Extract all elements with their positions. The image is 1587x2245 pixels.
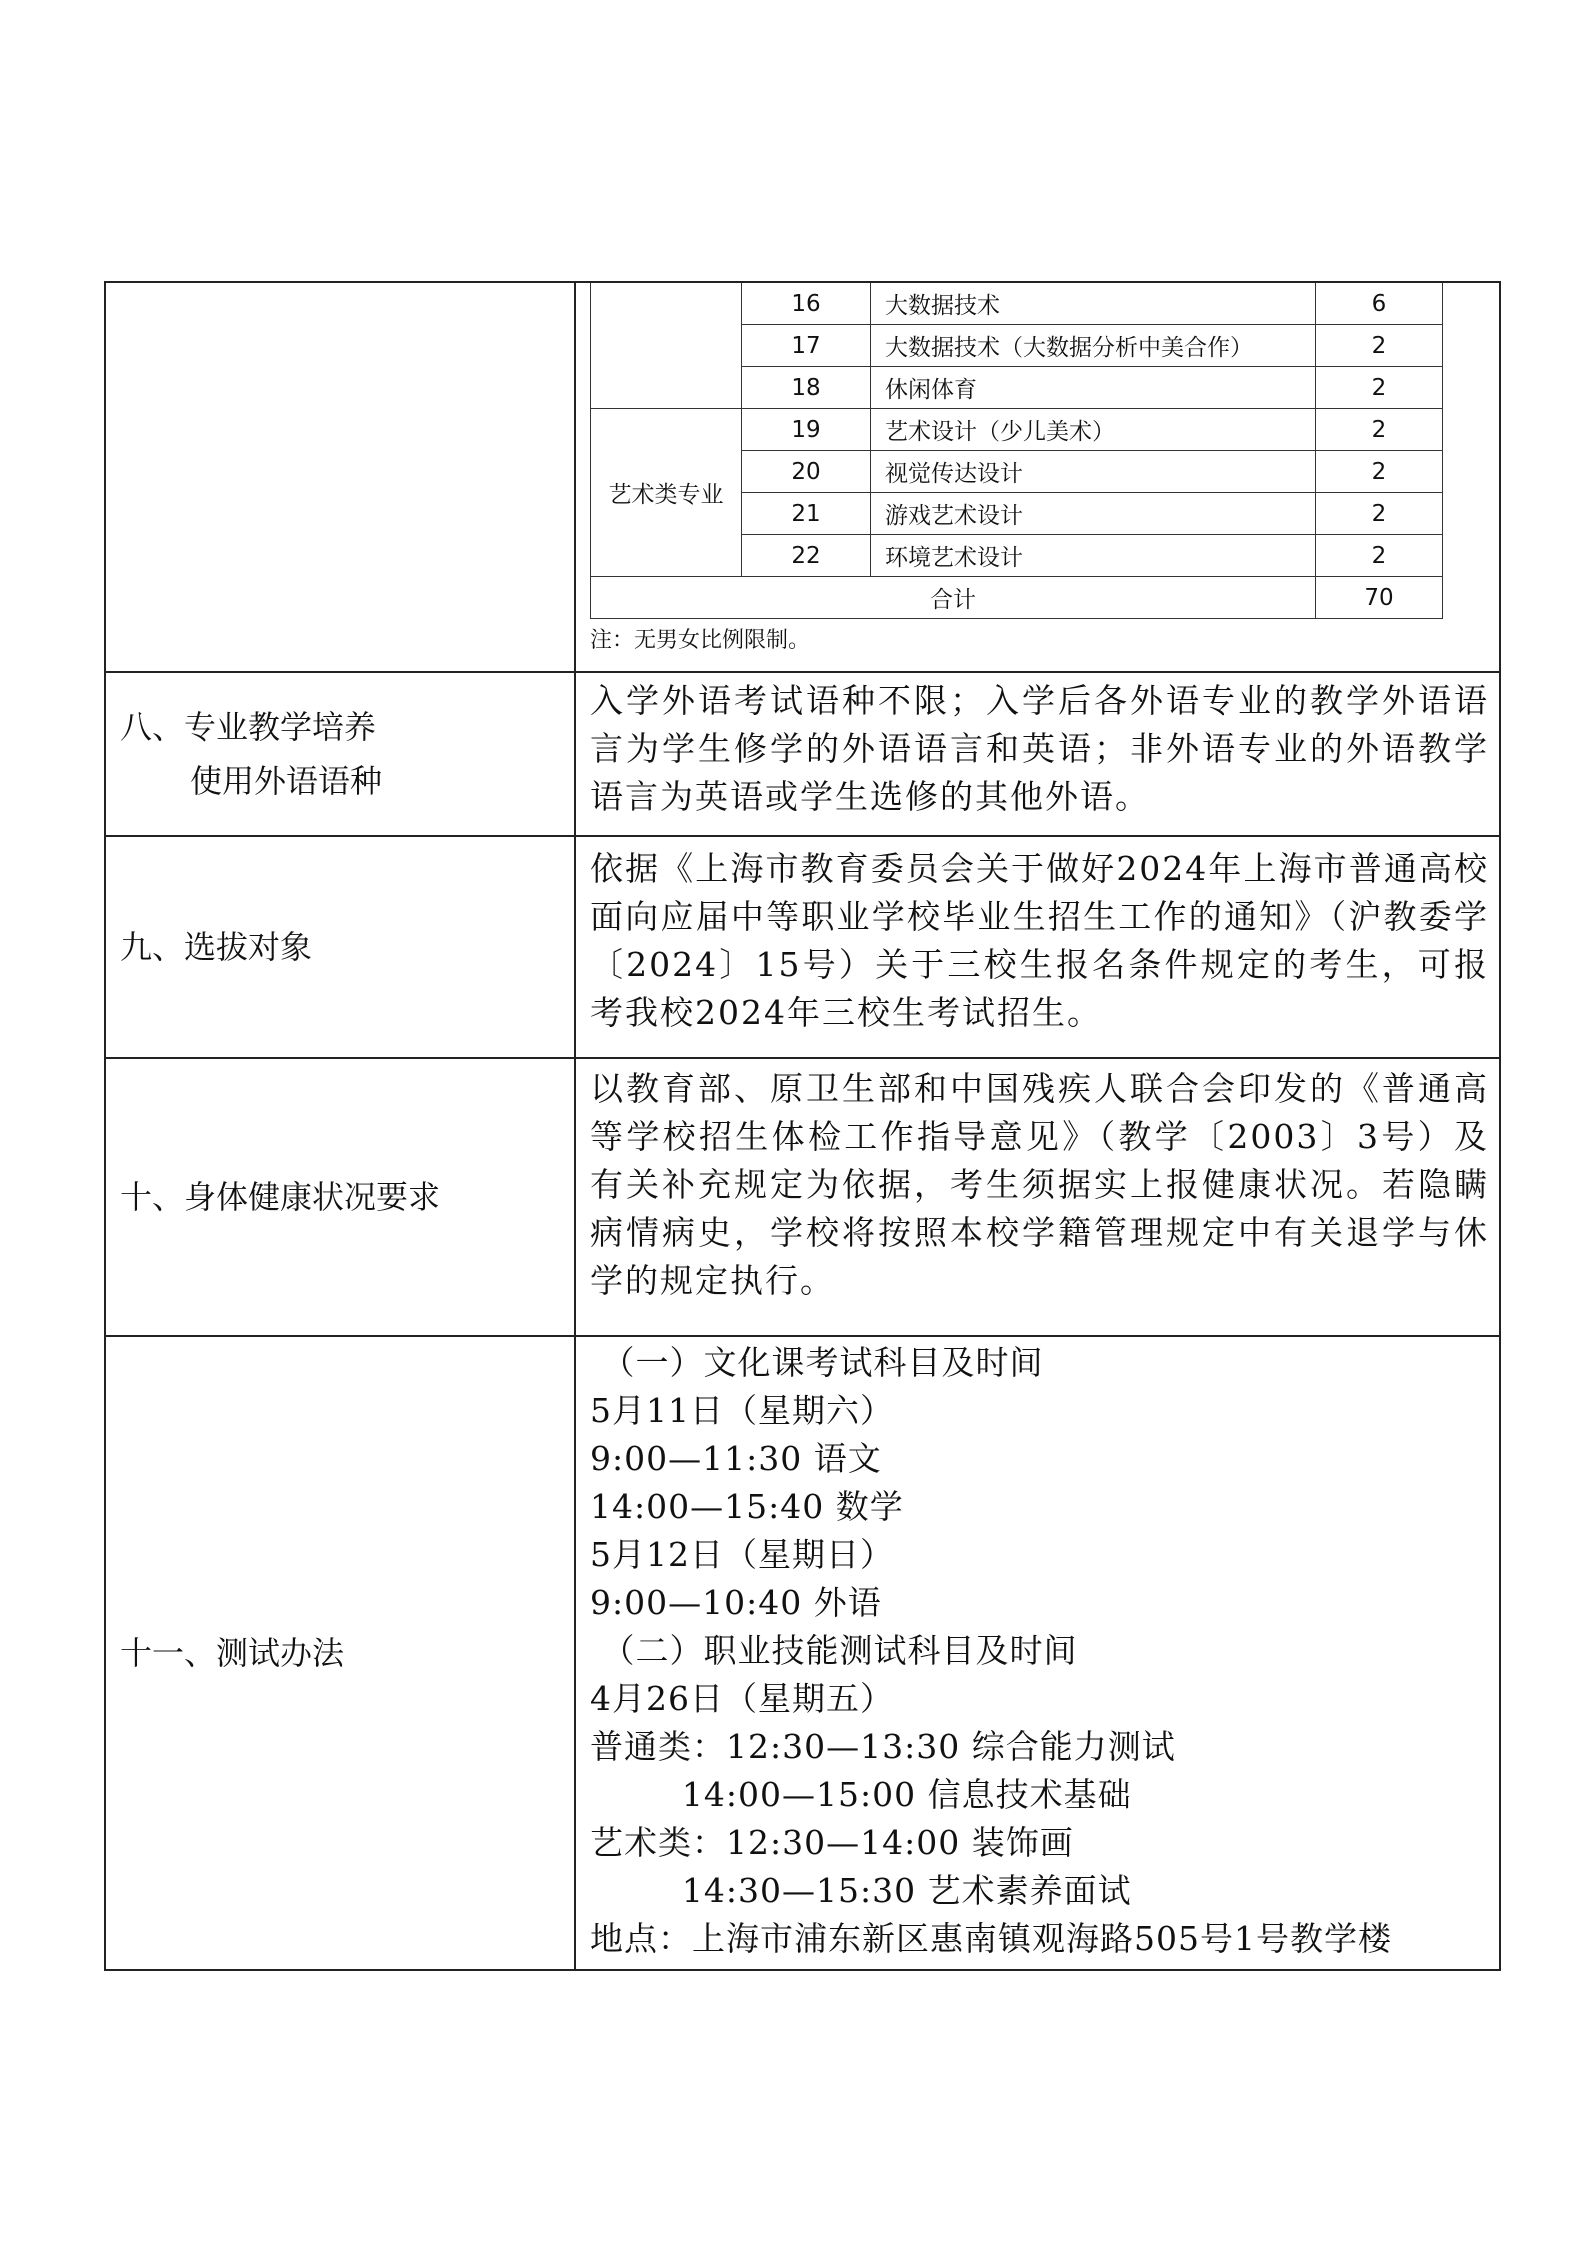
section-9-heading: 九、选拔对象 [120, 928, 313, 966]
table-row [591, 283, 1443, 325]
section-11-heading: 十一、测试办法 [120, 1634, 345, 1672]
section-11-content [576, 1337, 1499, 1969]
major-count: 2 [1316, 367, 1443, 409]
major-count: 6 [1316, 283, 1443, 325]
major-name: 大数据技术 [871, 283, 1316, 325]
section-8-heading-line1: 八、专业教学培养 [120, 708, 377, 746]
major-count: 2 [1316, 535, 1443, 577]
major-count: 2 [1316, 325, 1443, 367]
schedule-line: 14:30—15:30 艺术素养面试 [590, 1871, 1132, 1910]
major-number: 20 [742, 451, 871, 493]
schedule-line: 5月12日（星期日） [590, 1535, 894, 1574]
major-name: 艺术设计（少儿美术） [871, 409, 1316, 451]
section-10-row [104, 1059, 1501, 1337]
majors-row [104, 281, 1501, 673]
schedule-line: 地点：上海市浦东新区惠南镇观海路505号1号教学楼 [590, 1919, 1392, 1958]
art-category-cell: 艺术类专业 [591, 409, 742, 577]
schedule-line: （一）文化课考试科目及时间 [590, 1343, 1044, 1382]
total-row [591, 577, 1443, 619]
schedule-line: 普通类：12:30—13:30 综合能力测试 [590, 1727, 1176, 1766]
major-number: 22 [742, 535, 871, 577]
major-number: 19 [742, 409, 871, 451]
major-number: 16 [742, 283, 871, 325]
schedule-line: （二）职业技能测试科目及时间 [590, 1631, 1078, 1670]
major-name: 休闲体育 [871, 367, 1316, 409]
section-10-text: 以教育部、原卫生部和中国残疾人联合会印发的《普通高等学校招生体检工作指导意见》（教学〔2003〕3号）及有关补充规定为依据，考生须据实上报健康状况。若隐瞒病情病史，学校将按照本校学籍管理规定中有关退学与休学的规定执行。 [590, 1069, 1489, 1300]
section-8-text: 入学外语考试语种不限；入学后各外语专业的教学外语语言为学生修学的外语语言和英语；非外语专业的外语教学语言为英语或学生选修的其他外语。 [590, 681, 1489, 816]
document-table [104, 281, 1501, 1971]
major-number: 17 [742, 325, 871, 367]
section-11-heading-cell [106, 1337, 576, 1969]
major-count: 2 [1316, 493, 1443, 535]
section-10-heading: 十、身体健康状况要求 [120, 1178, 441, 1216]
major-number: 21 [742, 493, 871, 535]
section-8-heading [106, 673, 576, 835]
section-10-content [576, 1059, 1499, 1335]
table-row [591, 409, 1443, 451]
section-9-text: 依据《上海市教育委员会关于做好2024年上海市普通高校面向应届中等职业学校毕业生招生工作的通知》（沪教委学〔2024〕15号）关于三校生报名条件规定的考生，可报考我校2024年三校生考试招生。 [590, 849, 1489, 1032]
major-name: 大数据技术（大数据分析中美合作） [871, 325, 1316, 367]
majors-left-cell [106, 283, 576, 671]
total-label: 合计 [591, 577, 1316, 619]
major-name: 视觉传达设计 [871, 451, 1316, 493]
schedule-line: 5月11日（星期六） [590, 1391, 894, 1430]
major-name: 环境艺术设计 [871, 535, 1316, 577]
majors-table [590, 283, 1443, 619]
schedule-line: 14:00—15:00 信息技术基础 [590, 1775, 1132, 1814]
section-11-row [104, 1337, 1501, 1971]
schedule-line: 14:00—15:40 数学 [590, 1487, 904, 1526]
ratio-note: 注：无男女比例限制。 [590, 628, 811, 653]
section-8-content [576, 673, 1499, 835]
section-8-heading-line2: 使用外语语种 [190, 762, 383, 800]
major-name: 游戏艺术设计 [871, 493, 1316, 535]
category-cell [591, 283, 742, 409]
schedule-line: 4月26日（星期五） [590, 1679, 894, 1718]
schedule-line: 艺术类：12:30—14:00 装饰画 [590, 1823, 1074, 1862]
major-count: 2 [1316, 409, 1443, 451]
schedule-line: 9:00—10:40 外语 [590, 1583, 882, 1622]
major-count: 2 [1316, 451, 1443, 493]
total-value: 70 [1316, 577, 1443, 619]
section-9-content [576, 837, 1499, 1057]
schedule-line: 9:00—11:30 语文 [590, 1439, 882, 1478]
section-9-heading-cell [106, 837, 576, 1057]
majors-right-cell [576, 283, 1499, 671]
major-number: 18 [742, 367, 871, 409]
section-10-heading-cell [106, 1059, 576, 1335]
section-9-row [104, 837, 1501, 1059]
section-8-row [104, 673, 1501, 837]
